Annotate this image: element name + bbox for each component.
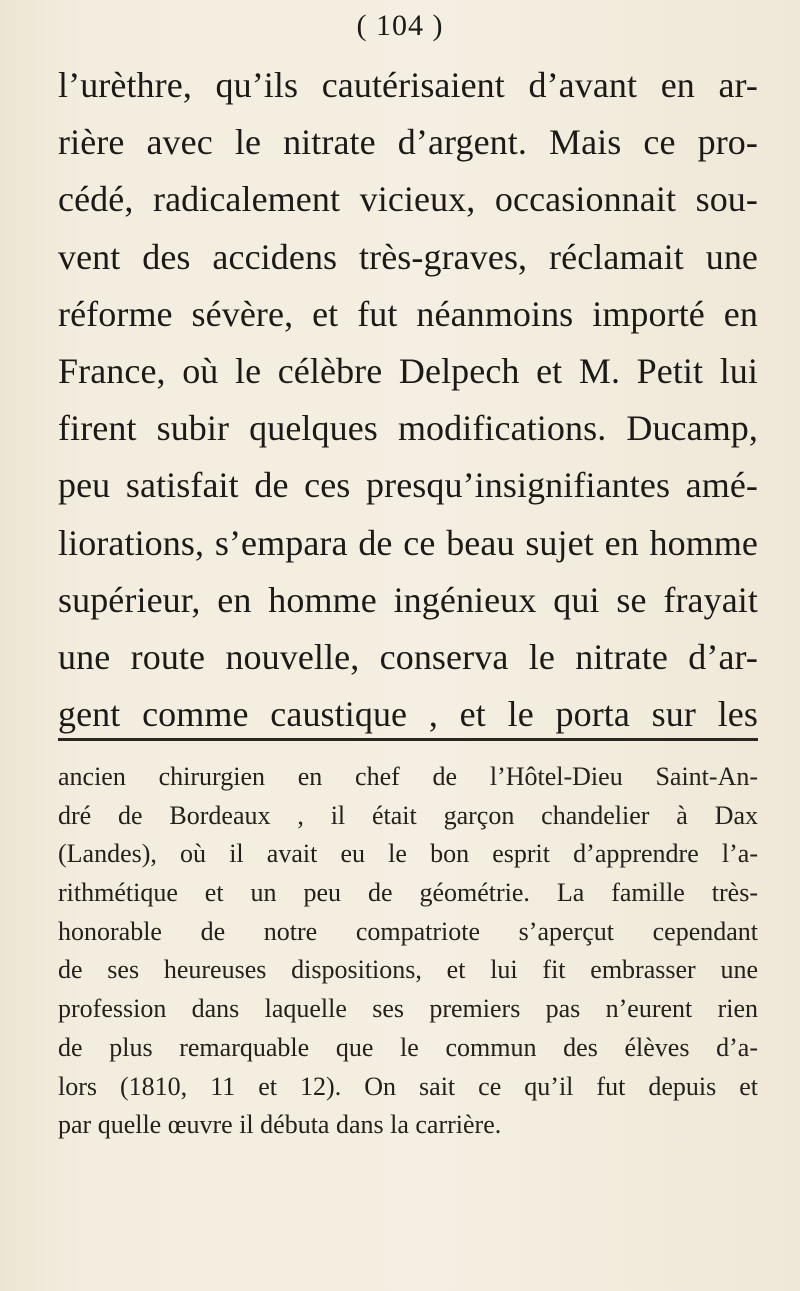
footnote-line: honorable de notre compatriote s’aperçut cependant (58, 916, 758, 946)
text-line: rière avec le nitrate d’argent. Mais ce pro- (58, 122, 758, 163)
text-line: une route nouvelle, conserva le nitrate d’ar- (58, 636, 758, 677)
footnote-line: ancien chirurgien en chef de l’Hôtel-Dieu Saint-An- (58, 762, 758, 791)
footnote-line: de plus remarquable que le commun des élèves d’a- (58, 1032, 758, 1062)
text-line: liorations, s’empara de ce beau sujet en homme (58, 522, 758, 563)
footnote-divider (58, 738, 758, 741)
text-line: France, où le célèbre Delpech et M. Petit lui (58, 350, 758, 391)
text-line: vent des accidens très-graves, réclamait une (58, 236, 758, 277)
text-line: cédé, radicalement vicieux, occasionnait sou- (58, 179, 758, 220)
footnote-line: profession dans laquelle ses premiers pas n’eurent rien (58, 994, 758, 1024)
footnote-line: rithmétique et un peu de géométrie. La famille très- (58, 878, 758, 908)
footnote-line: (Landes), où il avait eu le bon esprit d’apprendre l’a- (58, 839, 758, 869)
footnote-block (58, 758, 758, 1145)
footnote-line: lors (1810, 11 et 12). On sait ce qu’il fut depuis et (58, 1071, 758, 1101)
text-line: réforme sévère, et fut néanmoins importé en (58, 293, 758, 334)
page-number: ( 104 ) (356, 9, 444, 42)
text-line: supérieur, en homme ingénieux qui se frayait (58, 579, 758, 620)
text-line: firent subir quelques modifications. Ducamp, (58, 408, 758, 449)
footnote-line: dré de Bordeaux , il était garçon chandelier à Dax (58, 800, 758, 830)
text-line: peu satisfait de ces presqu’insignifiantes amé- (58, 465, 758, 506)
footnote-line: par quelle œuvre il débuta dans la carrière. (58, 1110, 502, 1140)
text-line: gent comme caustique , et le porta sur les (58, 694, 758, 735)
text-line: l’urèthre, qu’ils cautérisaient d’avant en ar- (58, 65, 758, 105)
footnote-line: de ses heureuses dispositions, et lui fit embrasser une (58, 955, 758, 985)
main-text-block (58, 57, 758, 743)
